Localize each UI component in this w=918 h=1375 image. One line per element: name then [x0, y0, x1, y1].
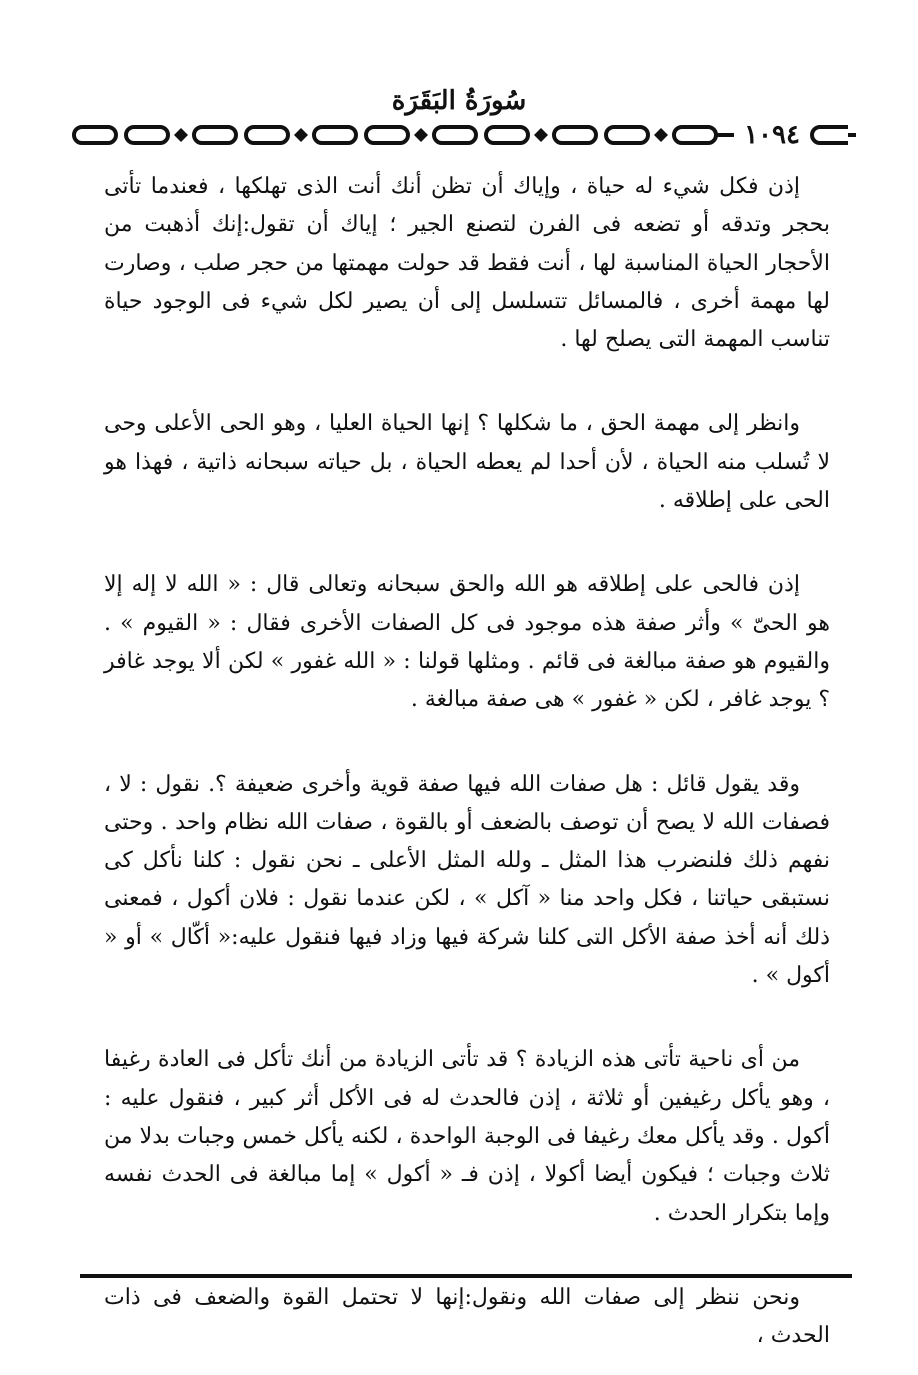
footer-rule	[80, 1274, 852, 1278]
page-body	[104, 168, 830, 1355]
paragraph: إذن فكل شيء له حياة ، وإياك أن تظن أنك أنت الذى تهلكها ، فعندما تأتى بحجر وتدقه أو تضعه فى الفرن لتصنع الجير ؛ إياك أن تقول:إنك أذهبت من الأحجار الحياة المناسبة لها ، أنت فقط قد حولت مهمتها من حجر صلب ، وصارت لها مهمة أخرى ، فالمسائل تتسلسل إلى أن يصير لكل شيء فى الوجود حياة تناسب المهمة التى يصلح لها .	[104, 174, 830, 353]
paragraph: وانظر إلى مهمة الحق ، ما شكلها ؟ إنها الحياة العليا ، وهو الحى الأعلى وحى لا تُسلب منه الحياة ، لأن أحدا لم يعطه الحياة ، بل حياته سبحانه ذاتية ، فهذا هو الحى على إطلاقه .	[104, 411, 830, 514]
surah-title: سُورَةُ البَقَرَة	[391, 86, 527, 116]
paragraph: من أى ناحية تأتى هذه الزيادة ؟ قد تأتى الزيادة من أنك تأكل فى العادة رغيفا ، وهو يأكل رغيفين أو ثلاثة ، إذن فالحدث له فى الأكل أثر كبير ، فنقول عليه : أكول . وقد يأكل معك رغيفا فى الوجبة الواحدة ، لكنه يأكل خمس وجبات بدلا من ثلاث وجبات ؛ فيكون أيضا أكولا ، إذن فـ « أكول » إما مبالغة فى الحدث نفسه وإما بتكرار الحدث .	[104, 1047, 830, 1226]
paragraph: وقد يقول قائل : هل صفات الله فيها صفة قوية وأخرى ضعيفة ؟. نقول : لا ، فصفات الله لا يصح أن توصف بالضعف أو بالقوة ، صفات الله نظام واحد . وحتى نفهم ذلك فلنضرب هذا المثل ـ ولله المثل الأعلى ـ نحن نقول : كلنا نأكل كى نستبقى حياتنا ، فكل واحد منا « آكل » ، لكن عندما نقول : فلان أكول ، فمعنى ذلك أنه أخذ صفة الأكل التى كلنا شركة فيها وزاد فيها فنقول عليه:« أكّال » أو « أكول » .	[104, 771, 830, 989]
decorative-chain-ornament	[70, 118, 736, 152]
ornament-tail	[808, 118, 856, 152]
paragraph: ونحن ننظر إلى صفات الله ونقول:إنها لا تحتمل القوة والضعف فى ذات الحدث ،	[104, 1284, 830, 1349]
page-number: ١٠٩٤	[744, 120, 800, 150]
paragraph: إذن فالحى على إطلاقه هو الله والحق سبحانه وتعالى قال : « الله لا إله إلا هو الحىّ » وأثر صفة هذه موجود فى كل الصفات الأخرى فقال : « القيوم » . والقيوم هو صفة مبالغة فى قائم . ومثلها قولنا : « الله غفور » لكن ألا يوجد غافر ؟ يوجد غافر ، لكن « غفور » هى صفة مبالغة .	[104, 572, 830, 713]
header-ornament-bar	[70, 118, 856, 152]
